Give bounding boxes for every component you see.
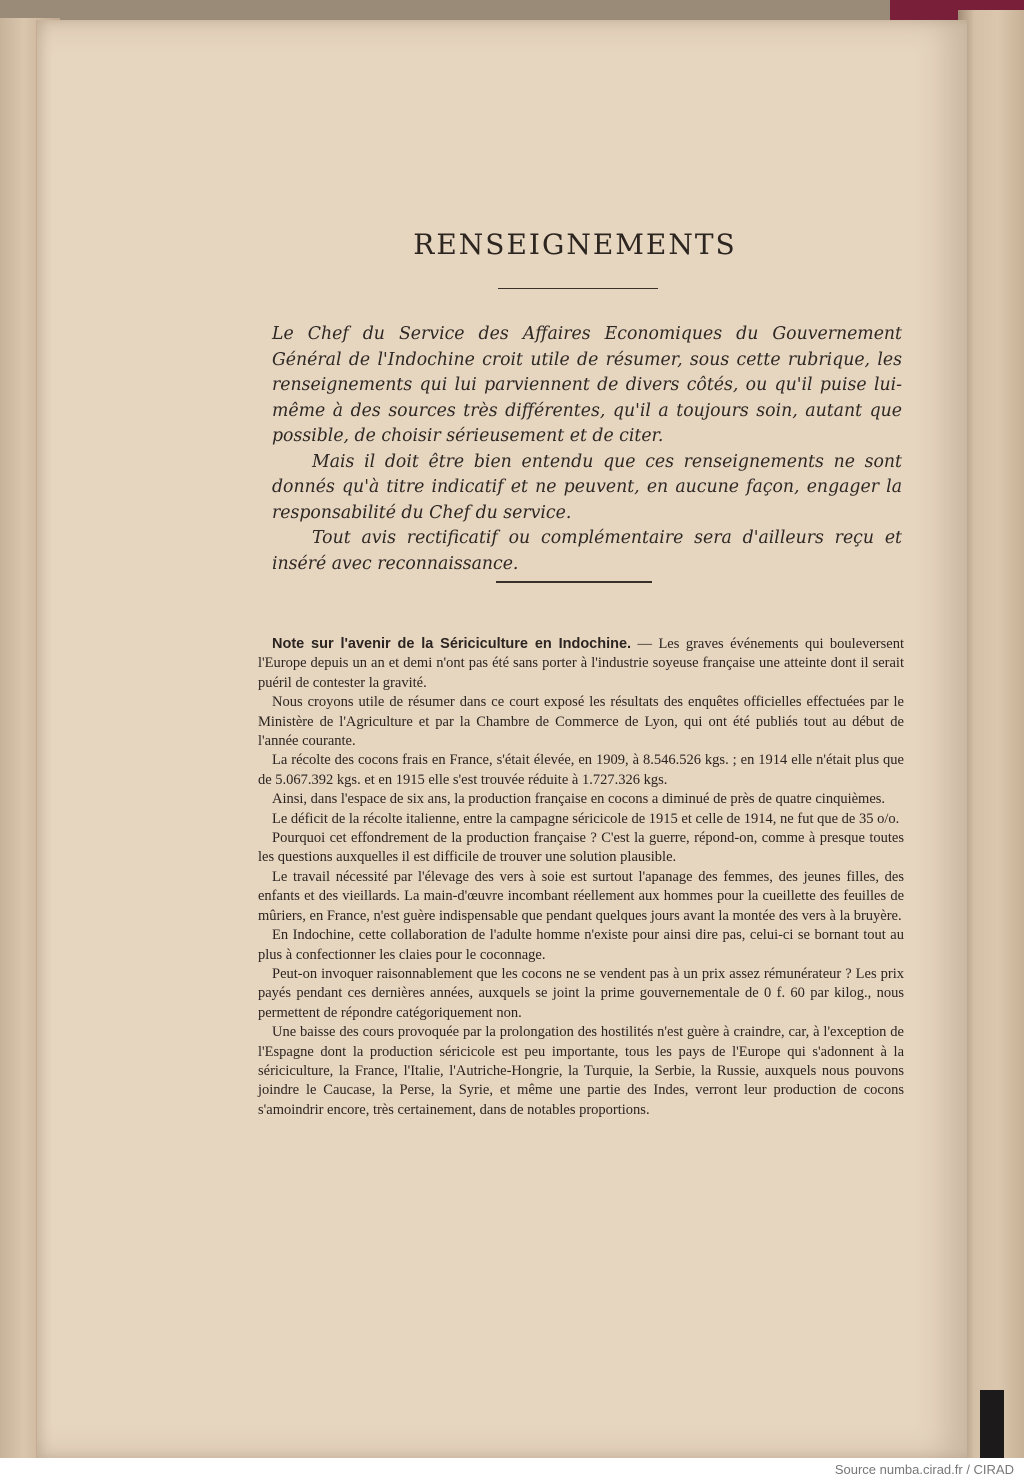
title-rule bbox=[498, 288, 658, 289]
article-paragraph: Pourquoi cet effondrement de la production française ? C'est la guerre, répond-on, comme à presque toutes les questions auxquelles il est difficile de trouver une solution plausible. bbox=[258, 830, 904, 866]
intro-paragraph: Mais il doit être bien entendu que ces renseignements ne sont donnés qu'à titre indicatif et ne peuvent, en aucune façon, engager la responsabilité du Chef du service. bbox=[272, 451, 902, 523]
intro-paragraph: Tout avis rectificatif ou complémentaire sera d'ailleurs reçu et inséré avec reconnaissance. bbox=[272, 528, 902, 574]
article-paragraph: La récolte des cocons frais en France, s'était élevée, en 1909, à 8.546.526 kgs. ; en 1914 elle n'était plus que de 5.067.392 kgs. et en 1915 elle s'est trouvée réduite à 1.727.326 kgs. bbox=[258, 752, 904, 788]
next-page-edge bbox=[958, 10, 1024, 1458]
intro-notice bbox=[272, 322, 902, 577]
source-credit: Source numba.cirad.fr / CIRAD bbox=[834, 1462, 1014, 1477]
page-title: RENSEIGNEMENTS bbox=[413, 228, 737, 261]
footer-bar bbox=[0, 1458, 1024, 1484]
article-paragraph: En Indochine, cette collaboration de l'adulte homme n'existe pour ainsi dire pas, celui-ci se bornant tout au plus à confectionner les claies pour le coconnage. bbox=[258, 927, 904, 963]
article-paragraph: Le déficit de la récolte italienne, entre la campagne séricicole de 1915 et celle de 1914, ne fut que de 35 o/o. bbox=[272, 810, 900, 827]
bookmark-ribbon bbox=[980, 1390, 1004, 1458]
article-paragraph: Peut-on invoquer raisonnablement que les cocons ne se vendent pas à un prix assez rémunérateur ? Les prix payés pendant ces dernières années, auxquels se joint la prime gouvernementale de 0 f. 60 par kilog., nous permettent de répondre catégoriquement non. bbox=[258, 965, 904, 1021]
article-paragraph: Nous croyons utile de résumer dans ce court exposé les résultats des enquêtes officielles effectuées par le Ministère de l'Agriculture et par la Chambre de Commerce de Lyon, qui ont été publiés tout au début de l'année courante. bbox=[258, 694, 904, 750]
article-paragraph: Une baisse des cours provoquée par la prolongation des hostilités n'est guère à craindre, car, à l'exception de l'Espagne dont la production séricicole est peu importante, tous les pays de l'Europe qui s'adonnent à la sériciculture, la France, l'Italie, l'Autriche-Hongrie, la Turquie, la Serbie, la Russie, auxquels nous pouvons joindre le Caucase, la Perse, la Syrie, et même une partie des Indes, verront leur production de cocons s'amoindrir encore, très certainement, dans de notables proportions. bbox=[258, 1024, 904, 1118]
article-heading: Note sur l'avenir de la Sériciculture en Indochine. bbox=[272, 636, 632, 652]
section-rule bbox=[496, 581, 652, 583]
intro-paragraph: Le Chef du Service des Affaires Economiques du Gouvernement Général de l'Indochine croit utile de résumer, sous cette rubrique, les renseignements qui lui parviennent de divers côtés, ou qu'il puise lui-même à des sources très différentes, qu'il a toujours soin, autant que possible, de choisir sérieusement et de citer. bbox=[272, 324, 902, 446]
article-lead-paragraph bbox=[258, 635, 904, 693]
article-lead-text: — Les graves événements qui bouleversent l'Europe depuis un an et demi n'ont pas été sans porter à l'industrie soyeuse française une atteinte dont il serait puéril de contester la gravité. bbox=[258, 636, 904, 691]
article-paragraph: Le travail nécessité par l'élevage des vers à soie est surtout l'apanage des femmes, des jeunes filles, des enfants et des vieillards. La main-d'œuvre incombant réellement aux hommes pour la cueillette des feuilles de mûriers, en France, n'est guère indispensable que pendant quelques jours avant la montée des vers à la bruyère. bbox=[258, 868, 904, 924]
article-paragraph: Ainsi, dans l'espace de six ans, la production française en cocons a diminué de près de quatre cinquièmes. bbox=[272, 791, 886, 808]
article-body bbox=[258, 635, 904, 1120]
